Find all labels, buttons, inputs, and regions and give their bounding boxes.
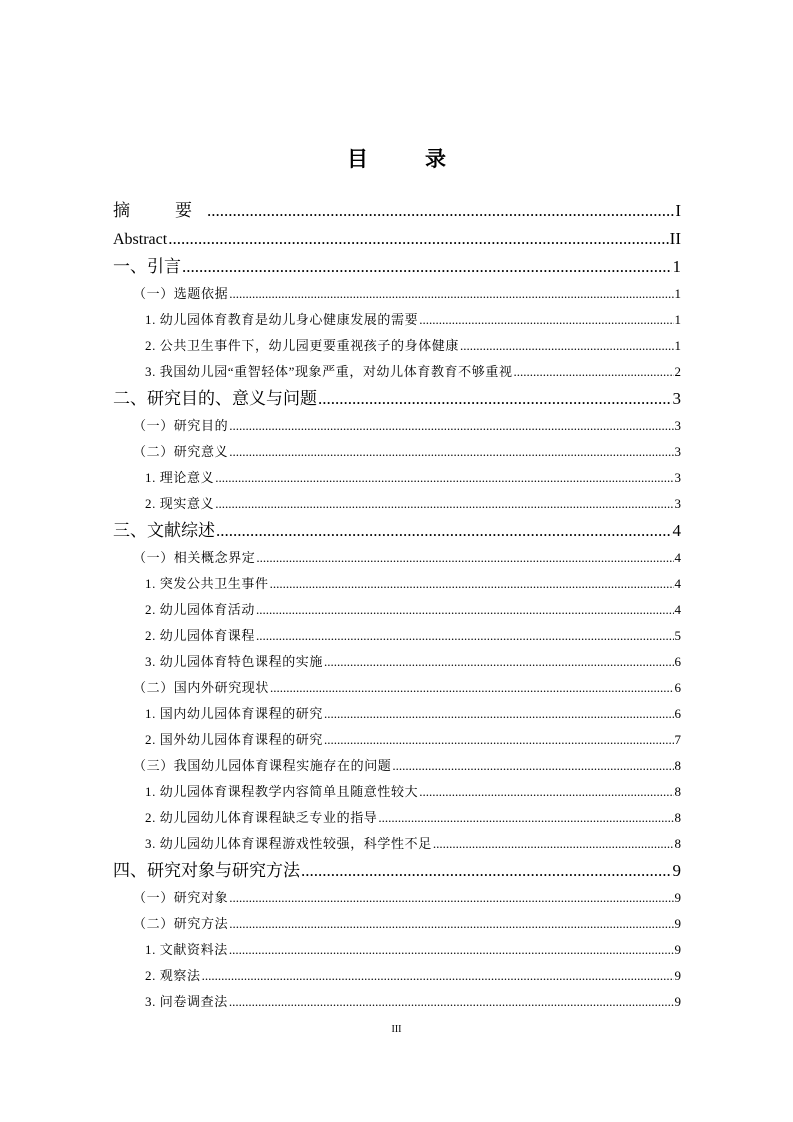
toc-dot-leader xyxy=(419,779,673,805)
toc-entry-page: 7 xyxy=(674,732,681,747)
toc-entry-label: 1. 突发公共卫生事件 xyxy=(145,576,269,591)
toc-dot-leader xyxy=(514,359,674,385)
toc-entry-page: 5 xyxy=(674,628,681,643)
toc-entry-level-3[interactable] xyxy=(113,805,681,831)
toc-entry-label: （一）研究对象 xyxy=(133,890,229,905)
toc-entry-page: 4 xyxy=(674,550,681,565)
toc-entry-label: 一、引言 xyxy=(113,257,181,277)
toc-entry-level-3[interactable] xyxy=(113,571,681,597)
toc-entry-page: I xyxy=(675,201,681,220)
toc-entry-level-1[interactable] xyxy=(113,225,681,253)
toc-entry-level-2[interactable] xyxy=(113,911,681,937)
toc-dot-leader xyxy=(378,805,673,831)
toc-entry-page: 9 xyxy=(672,861,681,880)
toc-dot-leader xyxy=(168,225,668,253)
toc-entry-page: 4 xyxy=(674,576,681,591)
toc-dot-leader xyxy=(207,197,674,225)
toc-dot-leader xyxy=(270,571,674,597)
toc-entry-label: 1. 幼儿园体育课程教学内容简单且随意性较大 xyxy=(145,784,419,799)
toc-entry-label: 四、研究对象与研究方法 xyxy=(113,861,300,881)
toc-entry-level-3[interactable] xyxy=(113,779,681,805)
page-number: III xyxy=(391,1024,402,1035)
toc-entry-level-2[interactable] xyxy=(113,545,681,571)
toc-entry-label: 三、文献综述 xyxy=(113,521,215,541)
toc-entry-label: 摘 要 xyxy=(113,201,206,221)
toc-entry-label: 2. 幼儿园体育活动 xyxy=(145,602,256,617)
toc-dot-leader xyxy=(229,439,673,465)
toc-entry-label: 1. 国内幼儿园体育课程的研究 xyxy=(145,706,324,721)
toc-dot-leader xyxy=(256,623,673,649)
toc-dot-leader xyxy=(229,937,674,963)
toc-entry-page: 1 xyxy=(674,338,681,353)
toc-dot-leader xyxy=(215,491,673,517)
toc-entry-label: 2. 幼儿园幼儿体育课程缺乏专业的指导 xyxy=(145,810,378,825)
toc-entry-label: Abstract xyxy=(113,231,168,248)
toc-entry-level-3[interactable] xyxy=(113,989,681,1015)
toc-dot-leader xyxy=(256,545,673,571)
toc-entry-label: （一）相关概念界定 xyxy=(133,550,256,565)
toc-entry-label: 2. 幼儿园体育课程 xyxy=(145,628,256,643)
toc-entry-level-1[interactable] xyxy=(113,857,681,885)
toc-entry-label: （三）我国幼儿园体育课程实施存在的问题 xyxy=(133,758,392,773)
toc-entry-page: 9 xyxy=(674,968,681,983)
toc-entry-page: 4 xyxy=(672,521,681,540)
toc-dot-leader xyxy=(419,307,673,333)
toc-entry-level-3[interactable] xyxy=(113,307,681,333)
toc-entry-page: 2 xyxy=(674,364,681,379)
toc-entry-label: 3. 问卷调查法 xyxy=(145,994,228,1009)
toc-entry-level-1[interactable] xyxy=(113,517,681,545)
toc-entry-level-3[interactable] xyxy=(113,623,681,649)
toc-entry-level-2[interactable] xyxy=(113,439,681,465)
toc-dot-leader xyxy=(256,597,673,623)
toc-entry-level-3[interactable] xyxy=(113,727,681,753)
toc-dot-leader xyxy=(229,989,674,1015)
toc-entry-label: 1. 理论意义 xyxy=(145,470,215,485)
toc-dot-leader xyxy=(318,385,672,413)
toc-entry-level-1[interactable] xyxy=(113,253,681,281)
toc-entry-page: 6 xyxy=(674,706,681,721)
toc-entry-label: （二）研究方法 xyxy=(133,916,229,931)
toc-dot-leader xyxy=(270,675,673,701)
toc-entry-page: II xyxy=(669,229,681,248)
toc-entry-page: 9 xyxy=(674,890,681,905)
toc-entry-level-3[interactable] xyxy=(113,649,681,675)
toc-dot-leader xyxy=(229,413,673,439)
toc-dot-leader xyxy=(460,333,673,359)
toc-entry-level-2[interactable] xyxy=(113,675,681,701)
toc-entry-page: 8 xyxy=(674,810,681,825)
toc-dot-leader xyxy=(229,911,673,937)
toc-dot-leader xyxy=(392,753,673,779)
toc-entry-label: 2. 观察法 xyxy=(145,968,201,983)
toc-entry-level-3[interactable] xyxy=(113,831,681,857)
toc-dot-leader xyxy=(229,885,673,911)
toc-entry-page: 8 xyxy=(674,784,681,799)
toc-dot-leader xyxy=(216,517,672,545)
toc-entry-page: 3 xyxy=(672,389,681,408)
toc-entry-label: （一）研究目的 xyxy=(133,418,229,433)
toc-entry-label: 2. 国外幼儿园体育课程的研究 xyxy=(145,732,324,747)
toc-entry-level-2[interactable] xyxy=(113,885,681,911)
toc-entry-page: 3 xyxy=(674,444,681,459)
toc-entry-page: 8 xyxy=(674,836,681,851)
toc-entry-label: 1. 文献资料法 xyxy=(145,942,228,957)
toc-entry-level-1[interactable] xyxy=(113,197,681,225)
toc-entry-label: 1. 幼儿园体育教育是幼儿身心健康发展的需要 xyxy=(145,312,419,327)
toc-dot-leader xyxy=(301,857,672,885)
toc-entry-page: 1 xyxy=(674,286,681,301)
toc-entry-page: 6 xyxy=(674,654,681,669)
toc-dot-leader xyxy=(229,281,673,307)
toc-dot-leader xyxy=(324,727,673,753)
toc-dot-leader xyxy=(324,701,673,727)
toc-entry-page: 8 xyxy=(674,758,681,773)
toc-entry-level-3[interactable] xyxy=(113,963,681,989)
toc-entry-label: 3. 幼儿园体育特色课程的实施 xyxy=(145,654,324,669)
toc-dot-leader xyxy=(182,253,672,281)
toc-entry-label: （一）选题依据 xyxy=(133,286,229,301)
toc-entry-level-2[interactable] xyxy=(113,413,681,439)
toc-dot-leader xyxy=(433,831,674,857)
toc-entry-page: 9 xyxy=(674,916,681,931)
toc-entry-label: 3. 幼儿园幼儿体育课程游戏性较强，科学性不足 xyxy=(145,836,432,851)
toc-entry-level-2[interactable] xyxy=(113,281,681,307)
toc-dot-leader xyxy=(202,963,674,989)
toc-entry-page: 3 xyxy=(674,470,681,485)
toc-entry-label: （二）研究意义 xyxy=(133,444,229,459)
toc-entry-label: 2. 公共卫生事件下，幼儿园更要重视孩子的身体健康 xyxy=(145,338,460,353)
toc-dot-leader xyxy=(215,465,673,491)
toc-entry-level-3[interactable] xyxy=(113,333,681,359)
toc-entry-level-3[interactable] xyxy=(113,701,681,727)
toc-entry-page: 3 xyxy=(674,418,681,433)
toc-entry-level-3[interactable] xyxy=(113,597,681,623)
toc-entry-level-3[interactable] xyxy=(113,491,681,517)
toc-entry-level-3[interactable] xyxy=(113,937,681,963)
toc-entry-page: 9 xyxy=(674,942,681,957)
toc-entry-level-3[interactable] xyxy=(113,359,681,385)
toc-entry-page: 9 xyxy=(674,994,681,1009)
page-title: 目 录 xyxy=(347,147,464,171)
toc-entry-label: 二、研究目的、意义与问题 xyxy=(113,389,317,409)
toc-entry-page: 4 xyxy=(674,602,681,617)
toc-entry-label: 2. 现实意义 xyxy=(145,496,215,511)
toc-entry-page: 3 xyxy=(674,496,681,511)
toc-entry-label: 3. 我国幼儿园“重智轻体”现象严重，对幼儿体育教育不够重视 xyxy=(145,364,513,379)
toc-entry-level-2[interactable] xyxy=(113,753,681,779)
toc-entry-page: 6 xyxy=(674,680,681,695)
toc-entry-page: 1 xyxy=(674,312,681,327)
table-of-contents xyxy=(113,197,681,1015)
toc-dot-leader xyxy=(324,649,673,675)
toc-entry-page: 1 xyxy=(672,257,681,276)
toc-entry-label: （二）国内外研究现状 xyxy=(133,680,270,695)
toc-entry-level-1[interactable] xyxy=(113,385,681,413)
toc-entry-level-3[interactable] xyxy=(113,465,681,491)
